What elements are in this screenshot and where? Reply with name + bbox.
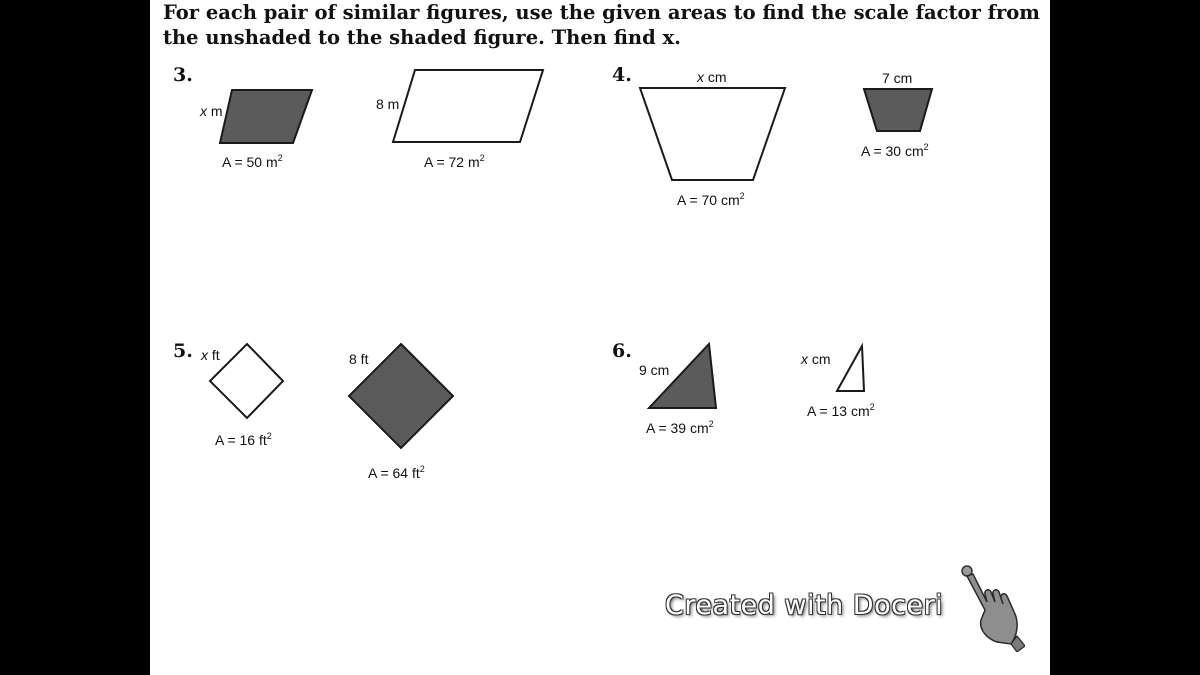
problem-4-shaded-trapezoid [864, 89, 932, 131]
problem-3-shaded-parallelogram [220, 90, 312, 143]
problem-6-unshaded-area: A = 13 $cm^2$ [807, 402, 875, 419]
problem-4-unshaded-area: A = 70 $cm^2$ [677, 191, 745, 208]
problem-5-unshaded-area: A = 16 $ft^2$ [215, 431, 272, 448]
instructions: For each pair of similar figures, use the given areas to find the scale factor from the unshaded to the shaded figure. Then find x. [163, 1, 1040, 49]
problem-5-shaded-side-label: 8 ft [349, 351, 369, 367]
problem-3-unshaded-area: A = 72 $m^2$ [424, 153, 485, 170]
problem-5-unshaded-side-label: x ft [201, 347, 220, 363]
problem-3-number: 3. [173, 64, 193, 86]
pointing-hand-icon [955, 562, 1025, 652]
problem-6-number: 6. [612, 340, 632, 362]
problem-6-shaded-area: A = 39 $cm^2$ [646, 419, 714, 436]
problem-6-unshaded-triangle [837, 346, 864, 391]
problem-5-number: 5. [173, 340, 193, 362]
problem-3-unshaded-side-label: 8 m [376, 96, 400, 112]
problem-4-number: 4. [612, 64, 632, 86]
problem-3-unshaded-parallelogram [393, 70, 543, 142]
problem-6-unshaded-side-label: x cm [801, 351, 831, 367]
doceri-watermark: Created with Doceri [665, 590, 944, 621]
problem-3-shaded-side-label: x m [200, 103, 223, 119]
problem-5-shaded-area: A = 64 $ft^2$ [368, 464, 425, 481]
problem-4-unshaded-side-label: x cm [697, 69, 727, 85]
problem-4-unshaded-trapezoid [640, 88, 785, 180]
figures-layer [150, 0, 1050, 675]
problem-3-shaded-area: A = 50 $m^2$ [222, 153, 283, 170]
problem-5-unshaded-square [210, 344, 283, 418]
worksheet [150, 0, 1050, 675]
problem-4-shaded-side-label: 7 cm [882, 70, 913, 86]
problem-6-shaded-side-label: 9 cm [639, 362, 670, 378]
problem-4-shaded-area: A = 30 $cm^2$ [861, 142, 929, 159]
